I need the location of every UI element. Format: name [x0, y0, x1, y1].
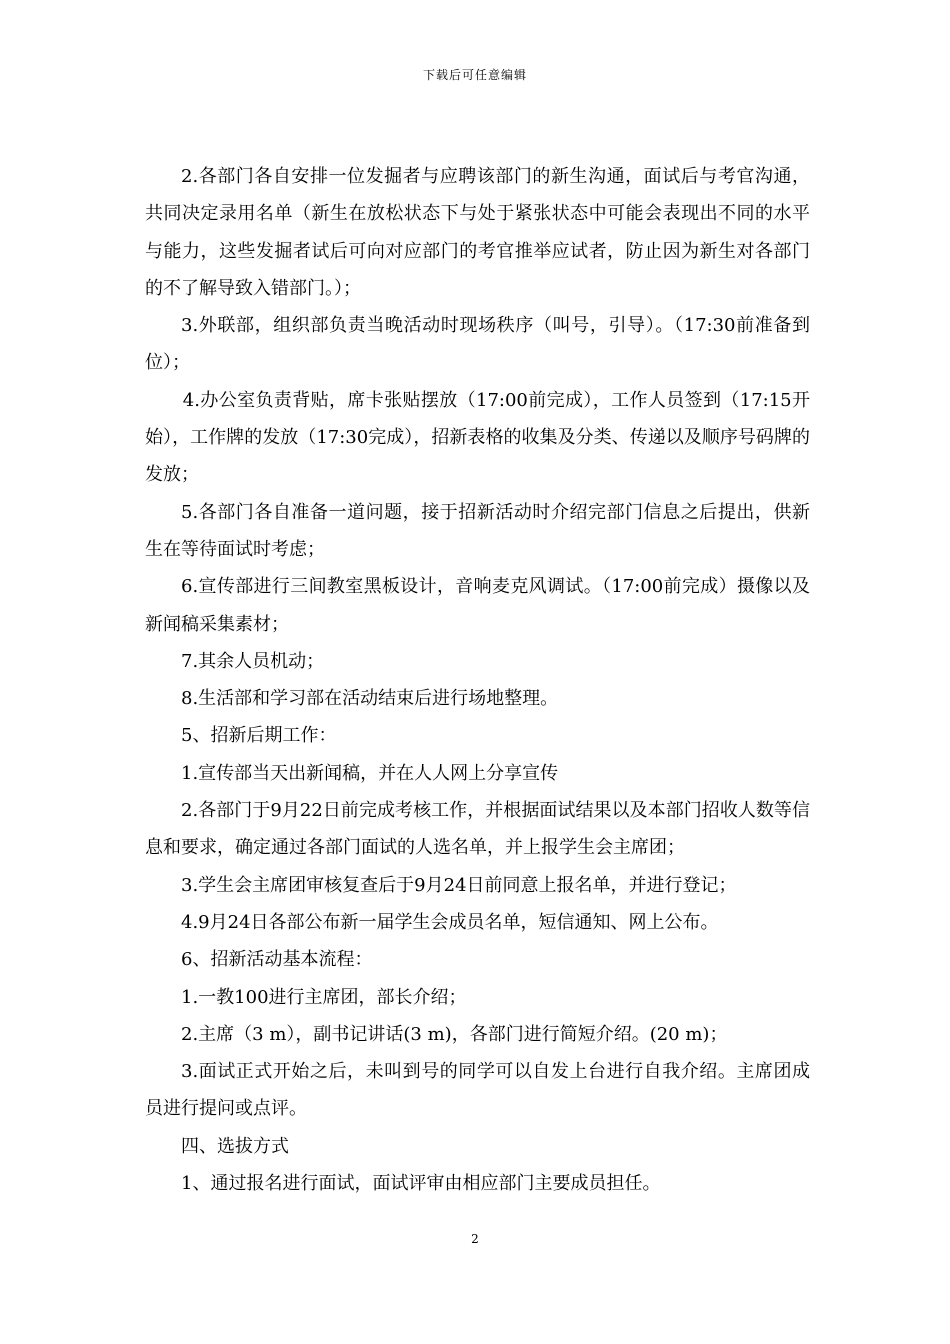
page-header: 下载后可任意编辑 — [422, 68, 527, 82]
paragraph: 2.各部门于9月22日前完成考核工作，并根据面试结果以及本部门招收人数等信息和要求，确定通过各部门面试的人选名单，并上报学生会主席团； — [145, 800, 810, 859]
paragraph: 1、通过报名进行面试，面试评审由相应部门主要成员担任。 — [181, 1173, 661, 1195]
paragraph: 3.面试正式开始之后，未叫到号的同学可以自发上台进行自我介绍。主席团成员进行提问或点评。 — [145, 1061, 810, 1120]
section-heading: 5、招新后期工作： — [181, 725, 337, 747]
paragraph: 5.各部门各自准备一道问题，接于招新活动时介绍完部门信息之后提出，供新生在等待面试时考虑； — [145, 501, 810, 560]
paragraph: 2.主席（3 m），副书记讲话(3 m)，各部门进行简短介绍。(20 m)； — [181, 1023, 728, 1045]
document-body — [145, 158, 810, 1202]
paragraph: 8.生活部和学习部在活动结束后进行场地整理。 — [181, 688, 559, 710]
section-heading: 四、选拔方式 — [181, 1135, 289, 1157]
paragraph: 3.外联部，组织部负责当晚活动时现场秩序（叫号，引导）。（17:30前准备到位）； — [145, 315, 810, 374]
paragraph: 4.9月24日各部公布新一届学生会成员名单，短信通知、网上公布。 — [181, 911, 719, 933]
paragraph: 2.各部门各自安排一位发掘者与应聘该部门的新生沟通，面试后与考官沟通，共同决定录用名单（新生在放松状态下与处于紧张状态中可能会表现出不同的水平与能力，这些发掘者试后可向对应部门的考官推举应试者，防止因为新生对各部门的不了解导致入错部门。）； — [145, 166, 810, 299]
paragraph: 4.办公室负责背贴，席卡张贴摆放（17:00前完成），工作人员签到（17:15开始），工作牌的发放（17:30完成），招新表格的收集及分类、传递以及顺序号码牌的发放； — [145, 389, 810, 486]
paragraph: 3.学生会主席团审核复查后于9月24日前同意上报名单，并进行登记； — [181, 874, 737, 896]
section-heading: 6、招新活动基本流程： — [181, 949, 373, 971]
paragraph: 6.宣传部进行三间教室黑板设计，音响麦克风调试。（17:00前完成）摄像以及新闻稿采集素材； — [145, 576, 810, 635]
paragraph: 1.一教100进行主席团，部长介绍； — [181, 986, 467, 1008]
page-number: 2 — [471, 1232, 479, 1246]
paragraph: 1.宣传部当天出新闻稿，并在人人网上分享宣传 — [181, 762, 559, 784]
paragraph: 7.其余人员机动； — [181, 650, 325, 672]
